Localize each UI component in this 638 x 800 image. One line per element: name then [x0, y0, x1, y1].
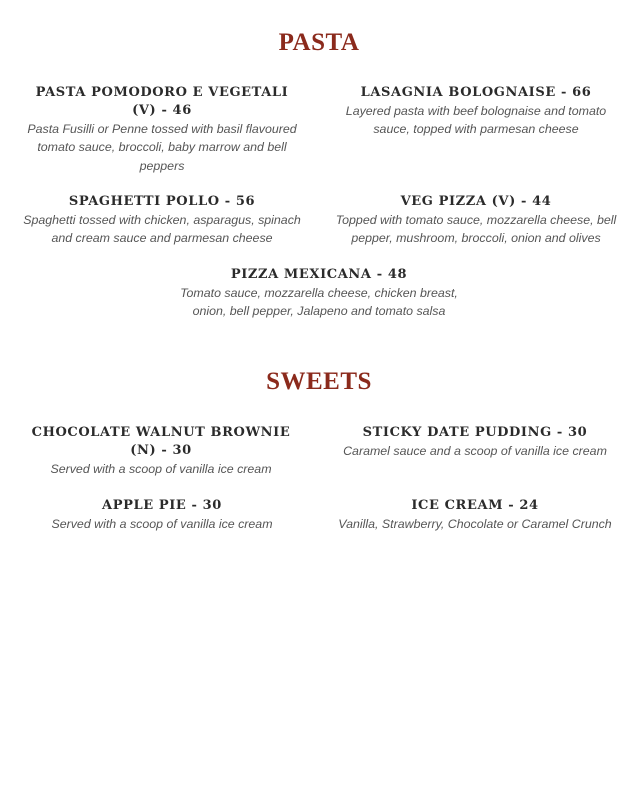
menu-item-name: APPLE PIE - 30	[102, 498, 222, 513]
menu-item-name: STICKY DATE PUDDING - 30	[362, 425, 588, 440]
menu-item-name: ICE CREAM - 24	[411, 498, 539, 513]
menu-item-description: Served with a scoop of vanilla ice cream	[51, 517, 273, 531]
menu-item-name: SPAGHETTI POLLO - 56	[68, 194, 256, 209]
menu-item-sticky-date-pudding	[330, 424, 620, 460]
menu-item-chocolate-walnut-brownie	[18, 424, 304, 478]
menu-item-spaghetti-pollo	[22, 193, 302, 248]
menu-item-description: Tomato sauce, mozzarella cheese, chicken breast, onion, bell pepper, Jalapeno and tomato salsa	[180, 286, 458, 319]
menu-item-description: Spaghetti tossed with chicken, asparagus, spinach and cream sauce and parmesan cheese	[23, 213, 301, 246]
menu-item-name: PIZZA MEXICANA - 48	[230, 267, 408, 282]
menu-item-description: Pasta Fusilli or Penne tossed with basil flavoured tomato sauce, broccoli, baby marrow and bell peppers	[27, 122, 297, 173]
menu-item-description: Vanilla, Strawberry, Chocolate or Caramel Crunch	[338, 517, 612, 531]
menu-item-description: Caramel sauce and a scoop of vanilla ice cream	[343, 444, 607, 458]
menu-item-veg-pizza	[334, 193, 618, 248]
menu-item-apple-pie	[22, 497, 302, 533]
menu-item-name: LASAGNIA BOLOGNAISE - 66	[360, 85, 592, 100]
section-title-pasta: PASTA	[278, 29, 360, 56]
menu-item-lasagnia-bolognaise	[334, 84, 618, 139]
menu-item-description: Served with a scoop of vanilla ice cream	[50, 462, 272, 476]
menu-item-pizza-mexicana	[174, 266, 464, 321]
menu-item-pasta-pomodoro	[22, 84, 302, 175]
menu-item-description: Layered pasta with beef bolognaise and tomato sauce, topped with parmesan cheese	[345, 104, 607, 137]
menu-item-description: Topped with tomato sauce, mozzarella cheese, bell pepper, mushroom, broccoli, onion and olives	[335, 213, 617, 246]
menu-item-name: CHOCOLATE WALNUT BROWNIE (N) - 30	[31, 425, 291, 458]
section-title-sweets: SWEETS	[266, 368, 372, 395]
menu-item-name: VEG PIZZA (V) - 44	[400, 194, 552, 209]
menu-item-ice-cream	[330, 497, 620, 533]
menu-item-name: PASTA POMODORO E VEGETALI (V) - 46	[35, 85, 289, 118]
